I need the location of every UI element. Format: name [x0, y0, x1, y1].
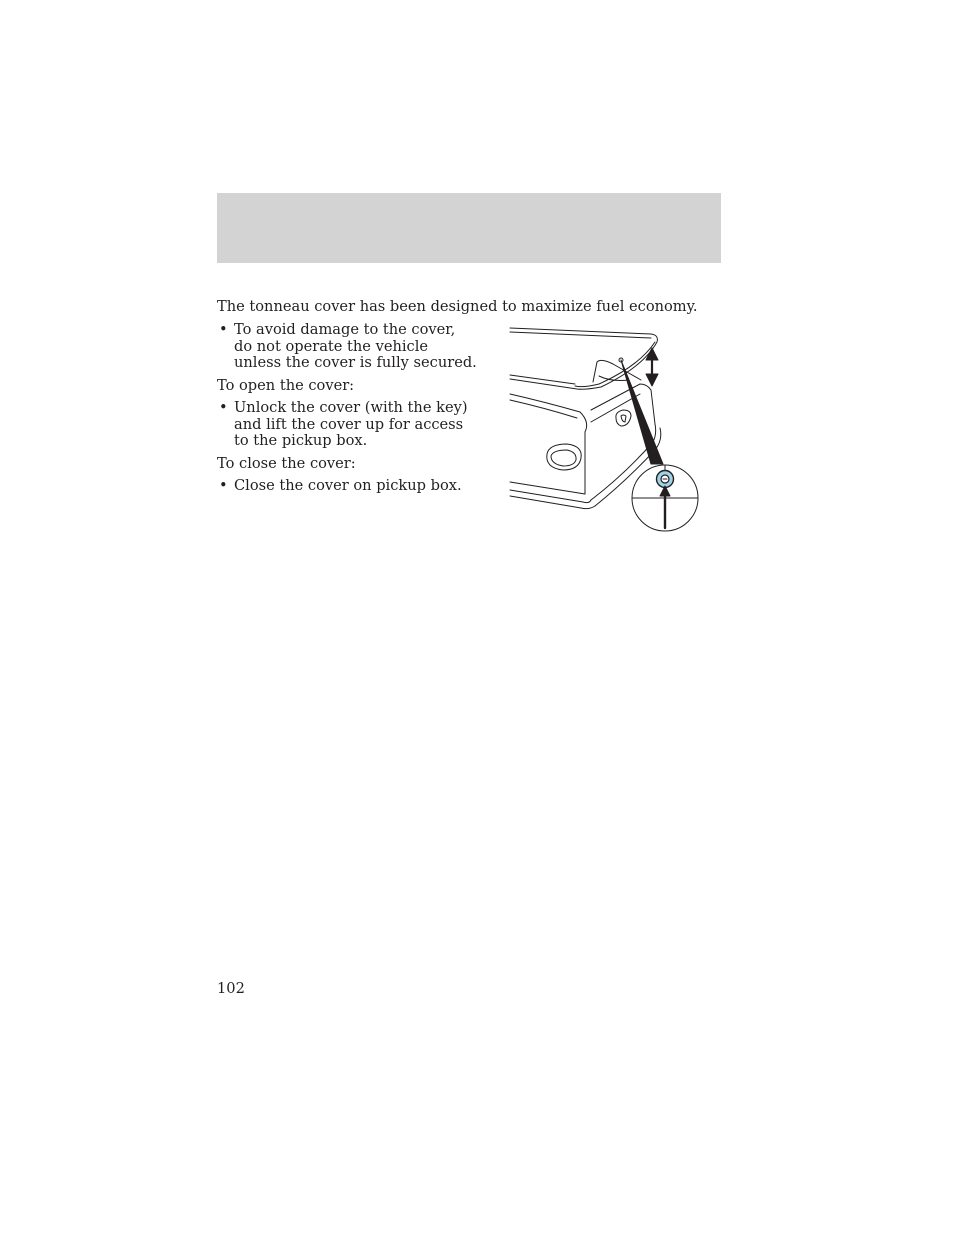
lift-arrow-icon — [646, 348, 658, 386]
open-heading: To open the cover: — [217, 376, 355, 394]
bullet-item — [217, 400, 477, 450]
tonneau-cover-illustration — [505, 322, 705, 534]
bullet-text: To avoid damage to the cover, do not operate the vehicle unless the cover is fully secured. — [234, 321, 477, 371]
magnified-lock-view — [632, 465, 698, 531]
bullet-glyph: • — [219, 321, 228, 338]
bullet-text: Close the cover on pickup box. — [234, 477, 462, 494]
close-heading: To close the cover: — [217, 454, 356, 472]
instructions-column — [217, 322, 477, 501]
section-header-band — [217, 193, 721, 263]
intro-paragraph: The tonneau cover has been designed to maximize fuel economy. — [217, 298, 698, 315]
bullet-item — [217, 478, 477, 495]
page-number: 102 — [217, 980, 245, 997]
bullet-glyph: • — [219, 399, 228, 416]
bullet-text: Unlock the cover (with the key) and lift the cover up for access to the pickup box. — [234, 399, 468, 449]
bullet-glyph: • — [219, 477, 228, 494]
tonneau-cover — [510, 328, 657, 389]
bullet-item — [217, 322, 477, 372]
